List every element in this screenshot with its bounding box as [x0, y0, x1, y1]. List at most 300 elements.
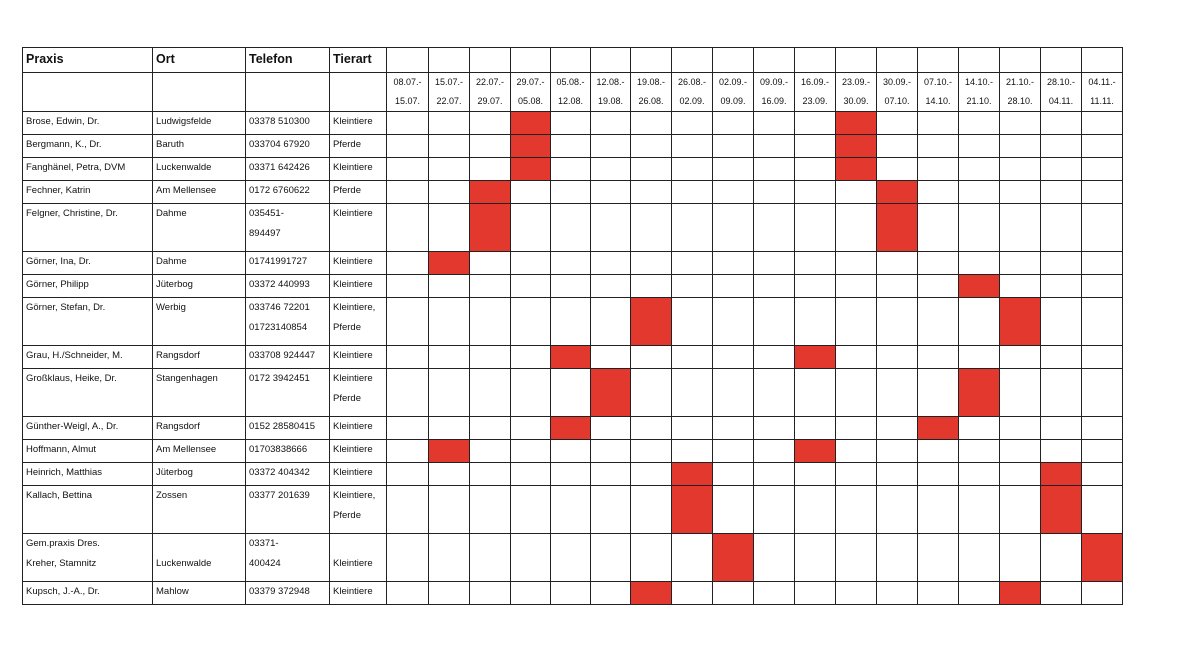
week-cell — [959, 346, 1000, 369]
week-end: 09.09. — [720, 96, 746, 106]
week-cell — [429, 112, 470, 135]
telefon-text: 033708 924447 — [249, 350, 316, 361]
week-cell — [877, 112, 918, 135]
tierart-cell — [330, 204, 387, 252]
praxis-cell — [23, 440, 153, 463]
tierart-text: Kleintiere, — [333, 490, 376, 501]
tierart-text: Pferde — [333, 139, 361, 150]
week-start: 29.07.- — [516, 77, 545, 87]
week-cell — [713, 275, 754, 298]
duty-marker — [1041, 463, 1082, 486]
week-cell — [511, 181, 551, 204]
week-cell — [511, 298, 551, 346]
ort-text: Am Mellensee — [156, 444, 217, 455]
week-cell — [591, 463, 631, 486]
week-date-cell — [511, 73, 551, 112]
week-cell — [959, 417, 1000, 440]
duty-marker — [470, 181, 511, 204]
week-start: 15.07.- — [434, 77, 464, 87]
emergency-duty-table — [22, 47, 1123, 605]
praxis-cell — [23, 346, 153, 369]
week-cell — [836, 252, 877, 275]
ort-cell — [153, 158, 246, 181]
week-cell — [672, 181, 713, 204]
ort-text: Jüterbog — [156, 467, 193, 478]
week-start: 21.10.- — [1005, 77, 1035, 87]
week-cell — [754, 440, 795, 463]
week-cell — [551, 275, 591, 298]
week-cell — [591, 298, 631, 346]
practice-row — [23, 181, 1123, 204]
week-cell — [1082, 158, 1123, 181]
week-end: 02.09. — [679, 96, 705, 106]
week-start: 12.08.- — [596, 77, 625, 87]
week-header-blank — [470, 48, 511, 73]
week-cell — [1000, 204, 1041, 252]
week-cell — [631, 135, 672, 158]
week-cell — [631, 252, 672, 275]
week-cell — [591, 112, 631, 135]
week-end: 14.10. — [925, 96, 951, 106]
week-cell — [387, 275, 429, 298]
week-cell — [1082, 440, 1123, 463]
tierart-text: Kleintiere — [333, 162, 373, 173]
week-cell — [470, 463, 511, 486]
week-date-cell — [672, 73, 713, 112]
week-start: 09.09.- — [759, 77, 789, 87]
duty-marker — [429, 252, 470, 275]
week-cell — [959, 204, 1000, 252]
praxis-cell — [23, 158, 153, 181]
week-cell — [1041, 440, 1082, 463]
tierart-cell — [330, 158, 387, 181]
praxis-header-blank — [23, 73, 153, 112]
week-start: 30.09.- — [882, 77, 912, 87]
practice-row — [23, 204, 1123, 252]
week-end: 05.08. — [517, 96, 544, 106]
week-cell — [387, 463, 429, 486]
praxis-cell — [23, 204, 153, 252]
week-cell — [551, 582, 591, 605]
week-cell — [877, 158, 918, 181]
week-cell — [713, 486, 754, 534]
telefon-text: 03372 440993 — [249, 279, 310, 290]
week-cell — [795, 135, 836, 158]
week-date-cell — [795, 73, 836, 112]
week-cell — [429, 534, 470, 582]
duty-marker — [551, 417, 591, 440]
week-cell — [672, 135, 713, 158]
telefon-text: 01741991727 — [249, 256, 308, 267]
week-start: 08.07.- — [393, 77, 422, 87]
week-cell — [1041, 181, 1082, 204]
week-cell — [713, 112, 754, 135]
week-cell — [591, 181, 631, 204]
duty-marker — [511, 135, 551, 158]
week-cell — [672, 158, 713, 181]
week-cell — [470, 440, 511, 463]
duty-marker — [713, 534, 754, 582]
week-cell — [1000, 158, 1041, 181]
ort-text: Ludwigsfelde — [156, 116, 212, 127]
week-end: 07.10. — [884, 96, 910, 106]
week-cell — [429, 275, 470, 298]
week-cell — [429, 204, 470, 252]
week-cell — [713, 158, 754, 181]
praxis-cell — [23, 275, 153, 298]
ort-text: Rangsdorf — [156, 421, 200, 432]
praxis-cell — [23, 486, 153, 534]
week-cell — [836, 204, 877, 252]
duty-marker — [470, 204, 511, 252]
ort-text: Dahme — [156, 256, 187, 267]
telefon-text: 033704 67920 — [249, 139, 310, 150]
telefon-cell — [246, 298, 330, 346]
ort-cell — [153, 252, 246, 275]
duty-marker — [877, 181, 918, 204]
week-cell — [511, 275, 551, 298]
week-cell — [470, 135, 511, 158]
duty-marker — [511, 112, 551, 135]
week-cell — [631, 486, 672, 534]
week-cell — [591, 582, 631, 605]
practice-row — [23, 112, 1123, 135]
week-cell — [795, 204, 836, 252]
week-cell — [713, 346, 754, 369]
week-cell — [1041, 534, 1082, 582]
week-cell — [511, 417, 551, 440]
praxis-cell — [23, 135, 153, 158]
telefon-text: 03377 201639 — [249, 490, 310, 501]
week-cell — [713, 135, 754, 158]
week-start: 26.08.- — [677, 77, 707, 87]
praxis-text: Kupsch, J.-A., Dr. — [26, 586, 100, 597]
praxis-cell — [23, 369, 153, 417]
week-cell — [713, 204, 754, 252]
week-header-blank — [591, 48, 631, 73]
week-cell — [959, 440, 1000, 463]
ort-text: Stangenhagen — [156, 373, 218, 384]
tierart-text: Kleintiere — [333, 421, 373, 432]
tierart-cell — [330, 346, 387, 369]
week-cell — [387, 582, 429, 605]
week-cell — [877, 417, 918, 440]
week-start: 02.09.- — [718, 77, 748, 87]
tierart-text: Kleintiere — [333, 256, 373, 267]
week-cell — [918, 181, 959, 204]
week-header-blank — [836, 48, 877, 73]
week-cell — [631, 440, 672, 463]
tierart-cell — [330, 582, 387, 605]
week-cell — [713, 463, 754, 486]
week-cell — [1000, 463, 1041, 486]
week-cell — [1041, 135, 1082, 158]
week-cell — [551, 369, 591, 417]
praxis-text: Görner, Stefan, Dr. — [26, 302, 106, 313]
tierart-cell — [330, 181, 387, 204]
week-cell — [836, 369, 877, 417]
week-cell — [672, 112, 713, 135]
ort-cell — [153, 582, 246, 605]
week-cell — [672, 298, 713, 346]
week-cell — [795, 112, 836, 135]
week-cell — [429, 463, 470, 486]
week-date-cell — [591, 73, 631, 112]
week-cell — [713, 181, 754, 204]
week-cell — [1041, 252, 1082, 275]
week-cell — [836, 486, 877, 534]
week-cell — [918, 112, 959, 135]
tierart-cell — [330, 112, 387, 135]
week-cell — [551, 158, 591, 181]
week-cell — [713, 582, 754, 605]
week-start: 19.08.- — [636, 77, 666, 87]
week-cell — [470, 112, 511, 135]
week-cell — [1082, 181, 1123, 204]
telefon-text: 03378 510300 — [249, 116, 310, 127]
tierart-text: Pferde — [333, 322, 361, 333]
telefon-text: 01723140854 — [249, 322, 308, 333]
telefon-text: 03379 372948 — [249, 586, 310, 597]
week-header-blank — [1000, 48, 1041, 73]
header-row — [23, 48, 1123, 73]
tierart-cell — [330, 252, 387, 275]
week-cell — [387, 135, 429, 158]
praxis-text: Felgner, Christine, Dr. — [26, 208, 118, 219]
practice-row — [23, 158, 1123, 181]
week-cell — [1082, 369, 1123, 417]
week-cell — [918, 440, 959, 463]
week-cell — [795, 534, 836, 582]
duty-marker — [959, 369, 1000, 417]
ort-cell — [153, 346, 246, 369]
week-cell — [470, 346, 511, 369]
week-cell — [1041, 369, 1082, 417]
week-cell — [877, 534, 918, 582]
duty-marker — [672, 463, 713, 486]
tierart-cell — [330, 135, 387, 158]
praxis-cell — [23, 181, 153, 204]
ort-cell — [153, 204, 246, 252]
telefon-text: 03371- — [249, 538, 279, 549]
week-cell — [1000, 112, 1041, 135]
week-date-cell — [836, 73, 877, 112]
week-cell — [470, 298, 511, 346]
ort-text: Mahlow — [156, 586, 189, 597]
week-cell — [511, 369, 551, 417]
ort-cell — [153, 486, 246, 534]
week-cell — [1041, 417, 1082, 440]
week-cell — [918, 275, 959, 298]
ort-header-blank — [153, 73, 246, 112]
telefon-text: 03371 642426 — [249, 162, 310, 173]
week-cell — [631, 369, 672, 417]
week-cell — [795, 417, 836, 440]
week-cell — [1082, 582, 1123, 605]
week-cell — [1000, 181, 1041, 204]
week-cell — [795, 252, 836, 275]
week-end: 29.07. — [477, 96, 503, 106]
week-date-cell — [551, 73, 591, 112]
week-cell — [387, 486, 429, 534]
praxis-cell — [23, 463, 153, 486]
ort-cell — [153, 463, 246, 486]
week-header-blank — [713, 48, 754, 73]
week-cell — [551, 463, 591, 486]
tierart-cell — [330, 534, 387, 582]
practice-row — [23, 463, 1123, 486]
duty-marker — [836, 158, 877, 181]
week-cell — [959, 534, 1000, 582]
practice-row — [23, 346, 1123, 369]
duty-marker — [551, 346, 591, 369]
week-date-cell — [1082, 73, 1123, 112]
praxis-text: Brose, Edwin, Dr. — [26, 116, 100, 127]
telefon-cell — [246, 135, 330, 158]
week-cell — [877, 346, 918, 369]
week-header-blank — [795, 48, 836, 73]
week-cell — [918, 135, 959, 158]
practice-row — [23, 486, 1123, 534]
week-cell — [836, 181, 877, 204]
week-cell — [429, 298, 470, 346]
week-end: 04.11. — [1048, 96, 1074, 106]
week-cell — [918, 158, 959, 181]
week-cell — [631, 346, 672, 369]
week-cell — [429, 135, 470, 158]
ort-text: Am Mellensee — [156, 185, 217, 196]
week-cell — [1082, 135, 1123, 158]
ort-cell — [153, 275, 246, 298]
week-cell — [672, 275, 713, 298]
week-cell — [631, 275, 672, 298]
week-cell — [387, 204, 429, 252]
week-end: 28.10. — [1007, 96, 1033, 106]
practice-row — [23, 417, 1123, 440]
week-cell — [959, 181, 1000, 204]
week-date-cell — [387, 73, 429, 112]
week-cell — [631, 463, 672, 486]
week-cell — [631, 534, 672, 582]
week-cell — [959, 582, 1000, 605]
tierart-cell — [330, 369, 387, 417]
week-cell — [754, 417, 795, 440]
week-cell — [713, 298, 754, 346]
tierart-cell — [330, 486, 387, 534]
week-cell — [470, 534, 511, 582]
week-start: 04.11.- — [1088, 77, 1116, 87]
week-cell — [470, 369, 511, 417]
week-end: 15.07. — [394, 96, 421, 106]
week-cell — [713, 369, 754, 417]
week-cell — [591, 204, 631, 252]
telefon-text: 0172 6760622 — [249, 185, 310, 196]
week-cell — [918, 346, 959, 369]
week-end: 22.07. — [436, 96, 462, 106]
week-cell — [754, 181, 795, 204]
week-start: 14.10.- — [964, 77, 994, 87]
week-date-cell — [1000, 73, 1041, 112]
week-cell — [918, 369, 959, 417]
week-date-cell — [1041, 73, 1082, 112]
week-cell — [1041, 204, 1082, 252]
week-date-cell — [959, 73, 1000, 112]
week-cell — [754, 463, 795, 486]
week-cell — [1041, 275, 1082, 298]
praxis-text: Kallach, Bettina — [26, 490, 93, 501]
ort-cell — [153, 181, 246, 204]
praxis-text: Gem.praxis Dres. — [26, 538, 100, 549]
week-cell — [511, 346, 551, 369]
ort-text — [156, 534, 245, 554]
week-header-blank — [1082, 48, 1123, 73]
week-date-cell — [918, 73, 959, 112]
duty-marker — [1000, 298, 1041, 346]
week-cell — [754, 158, 795, 181]
week-cell — [551, 204, 591, 252]
week-cell — [470, 252, 511, 275]
week-cell — [429, 486, 470, 534]
praxis-cell — [23, 298, 153, 346]
duty-marker — [591, 369, 631, 417]
week-cell — [631, 158, 672, 181]
week-cell — [429, 158, 470, 181]
duty-marker — [631, 582, 672, 605]
week-cell — [672, 417, 713, 440]
week-cell — [1041, 582, 1082, 605]
week-cell — [470, 275, 511, 298]
week-cell — [795, 369, 836, 417]
praxis-text: Großklaus, Heike, Dr. — [26, 373, 117, 384]
week-cell — [836, 440, 877, 463]
week-cell — [836, 346, 877, 369]
week-cell — [631, 417, 672, 440]
praxis-text: Heinrich, Matthias — [26, 467, 103, 478]
week-cell — [754, 298, 795, 346]
week-cell — [795, 298, 836, 346]
week-end: 11.11. — [1090, 96, 1114, 106]
week-cell — [754, 534, 795, 582]
week-cell — [836, 417, 877, 440]
week-cell — [836, 463, 877, 486]
praxis-cell — [23, 534, 153, 582]
telefon-cell — [246, 275, 330, 298]
week-end: 21.10. — [966, 96, 992, 106]
week-cell — [672, 252, 713, 275]
telefon-cell — [246, 346, 330, 369]
week-cell — [1082, 417, 1123, 440]
week-cell — [836, 298, 877, 346]
ort-cell — [153, 534, 246, 582]
tierart-text: Kleintiere — [333, 467, 373, 478]
week-cell — [836, 275, 877, 298]
week-cell — [511, 252, 551, 275]
tierart-header-blank — [330, 73, 387, 112]
telefon-cell — [246, 417, 330, 440]
week-cell — [959, 463, 1000, 486]
tierart-cell — [330, 417, 387, 440]
week-date-cell — [713, 73, 754, 112]
week-cell — [1082, 275, 1123, 298]
practice-row — [23, 135, 1123, 158]
praxis-text: Görner, Ina, Dr. — [26, 256, 91, 267]
praxis-cell — [23, 112, 153, 135]
week-cell — [591, 417, 631, 440]
week-end: 16.09. — [761, 96, 787, 106]
praxis-text: Günther-Weigl, A., Dr. — [26, 421, 119, 432]
week-cell — [959, 112, 1000, 135]
week-cell — [754, 369, 795, 417]
